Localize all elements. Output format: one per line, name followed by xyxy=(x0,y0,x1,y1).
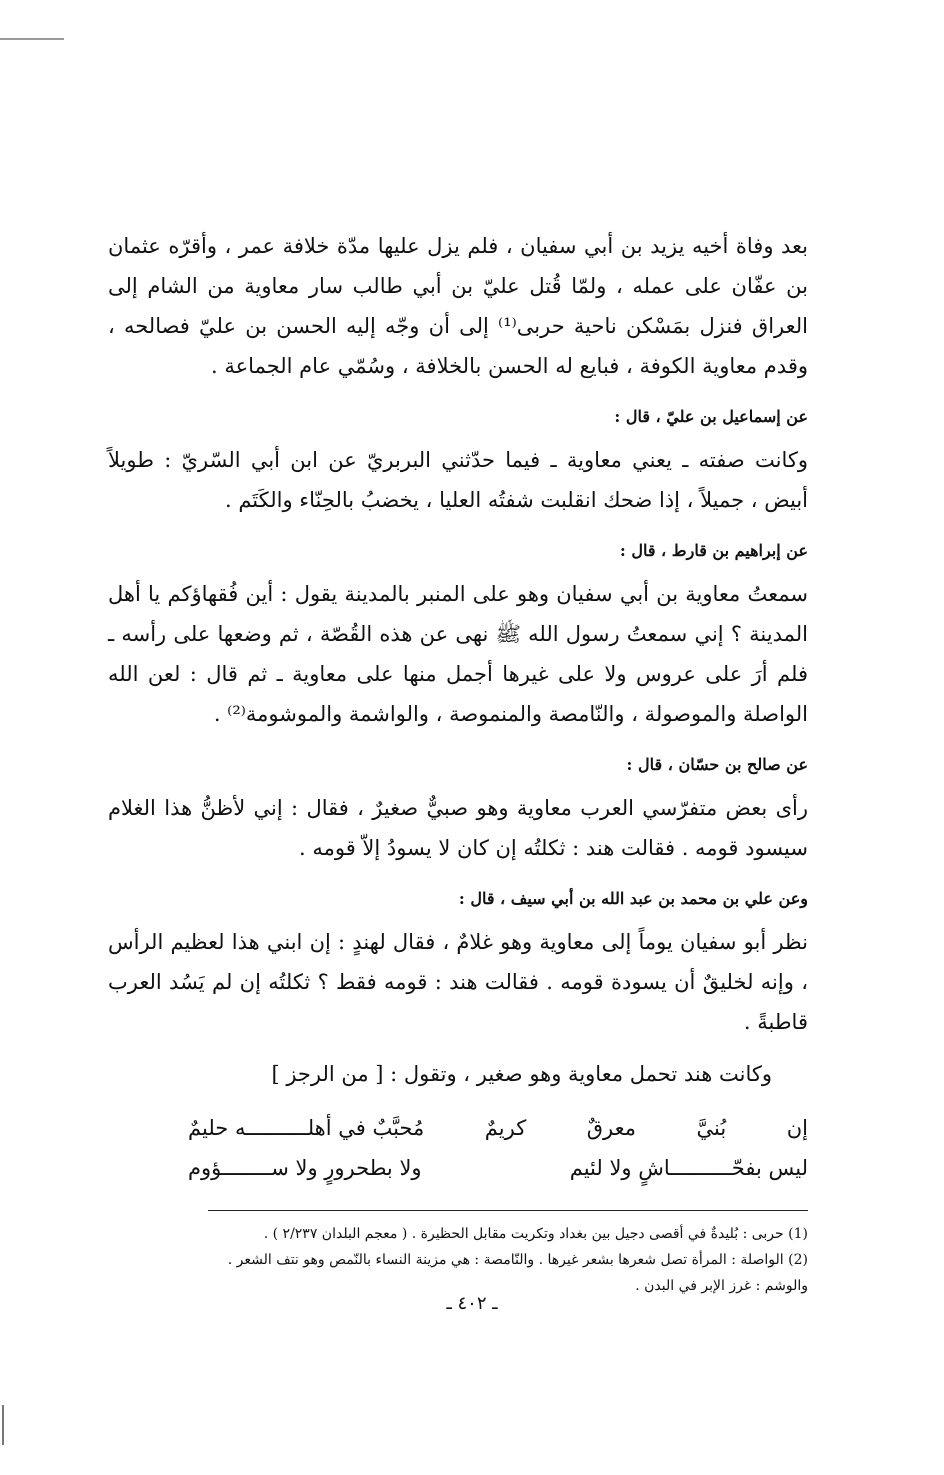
text-line: عروس ولا على غيرها أجمل منها على معاوية ـ ثم قال : لعن الله الواصلة والموصولة ، xyxy=(108,662,808,726)
text-line: والنّامصة والمنموصة ، والواشمة والموشومة⁽²⁾ . xyxy=(213,702,625,726)
page-body xyxy=(108,226,808,1299)
poem xyxy=(108,1108,808,1188)
text-line: وكانت صفته ـ يعني معاوية ـ فيما حدّثني البربريّ عن ابن أبي السّريّ : طويلاً xyxy=(108,448,808,472)
footnote-divider xyxy=(208,1210,808,1211)
text-line: وإنه لخليقٌ أن يسودة قومه . فقالت هند : قومه فقط ؟ ثكلتُه إن لم يَسُد العرب قاطبةً . xyxy=(108,970,808,1034)
text-line: بعد وفاة أخيه يزيد بن أبي سفيان ، فلم يزل عليها مدّة خلافة عمر ، وأقرّه عثمان بن عفّان xyxy=(108,234,808,298)
footnote-1: (1) حربى : بُليدةٌ في أقصى دجيل بين بغداد وتكريت مقابل الحظيرة . ( معجم البلدان ٢/٢٣٧ ) . xyxy=(263,1226,808,1242)
footnote-2: (2) الواصلة : المرأة تصل شعرها بشعر غيرها . والنّامصة : هي مزينة النساء بالنّمص وهو نتف الشعر . xyxy=(227,1252,808,1268)
text-line: سيسود قومه . فقالت هند : ثكلتُه إن كان لا يسودُ إلاّ قومه . xyxy=(298,836,808,860)
text-line: رأى بعض متفرّسي العرب معاوية وهو صبيٌّ صغيرٌ ، فقال : إني لأظنُّ هذا الغلام xyxy=(108,796,808,820)
verse-word: كريمٌ xyxy=(484,1116,527,1140)
paragraph-5 xyxy=(108,922,808,1042)
poem-verse xyxy=(188,1108,808,1148)
verse-word: بُنيَّ xyxy=(696,1116,727,1140)
verse-word: إن xyxy=(786,1116,808,1140)
narration-source: عن صالح بن حسّان ، قال : xyxy=(626,755,808,774)
text-line: نظر أبو سفيان يوماً إلى معاوية وهو غلامٌ ، فقال لهندٍ : إن ابني هذا لعظيم الرأس ، xyxy=(108,930,808,994)
paragraph-1 xyxy=(108,226,808,386)
text-line: على عمله ، ولمّا قُتل عليّ بن أبي طالب سار معاوية من الشام إلى العراق فنزل بمَسْكن xyxy=(108,274,808,338)
text-line: سمعتُ معاوية بن أبي سفيان وهو على المنبر بالمدينة يقول : أين فُقهاؤكم يا أهل xyxy=(108,582,808,606)
narration-source: وعن علي بن محمد بن عبد الله بن أبي سيف ، قال : xyxy=(458,889,808,908)
verse-word: معرقٌ xyxy=(586,1116,636,1140)
scan-edge-mark xyxy=(2,1405,4,1445)
narration-source: عن إسماعيل بن عليّ ، قال : xyxy=(614,407,808,426)
paragraph-3 xyxy=(108,574,808,734)
poem-intro: وكانت هند تحمل معاوية وهو صغير ، وتقول : [ من الرجز ] xyxy=(271,1062,772,1086)
text-line: أبيض ، جميلاً ، إذا ضحك انقلبت شفتُه العليا ، يخضبُ بالحِنّاء والكَتَم . xyxy=(224,488,808,512)
verse-hemistich: ليس بفحّــــــــــاشٍ ولا لئيم xyxy=(569,1156,808,1180)
verse-hemistich: ولا بطحرورٍ ولا ســــــــؤوم xyxy=(188,1156,422,1180)
paragraph-4 xyxy=(108,788,808,868)
text-line: ناحية حربى⁽¹⁾ إلى أن وجّه إليه الحسن بن عليّ فصالحه ، وقدم معاوية الكوفة ، فبايع له xyxy=(108,314,808,378)
narration-source: عن إبراهيم بن قارط ، قال : xyxy=(619,541,808,560)
text-line: المدينة ؟ إني سمعتُ رسول الله ﷺ نهى عن هذه القُصّة ، ثم وضعها على رأسه ـ فلم أرَ على xyxy=(108,622,808,686)
poem-verse xyxy=(188,1148,808,1188)
verse-word: مُحبَّبٌ في أهلــــــــــه حليمٌ xyxy=(188,1116,425,1140)
paragraph-2 xyxy=(108,440,808,520)
scan-edge-mark xyxy=(0,38,64,40)
footnote-2-continued: والوشم : غرز الإبر في البدن . xyxy=(635,1278,808,1294)
page-number: ـ ٤٠٢ ـ xyxy=(446,1293,498,1314)
text-line: الحسن بالخلافة ، وسُمّي عام الجماعة . xyxy=(211,354,549,378)
